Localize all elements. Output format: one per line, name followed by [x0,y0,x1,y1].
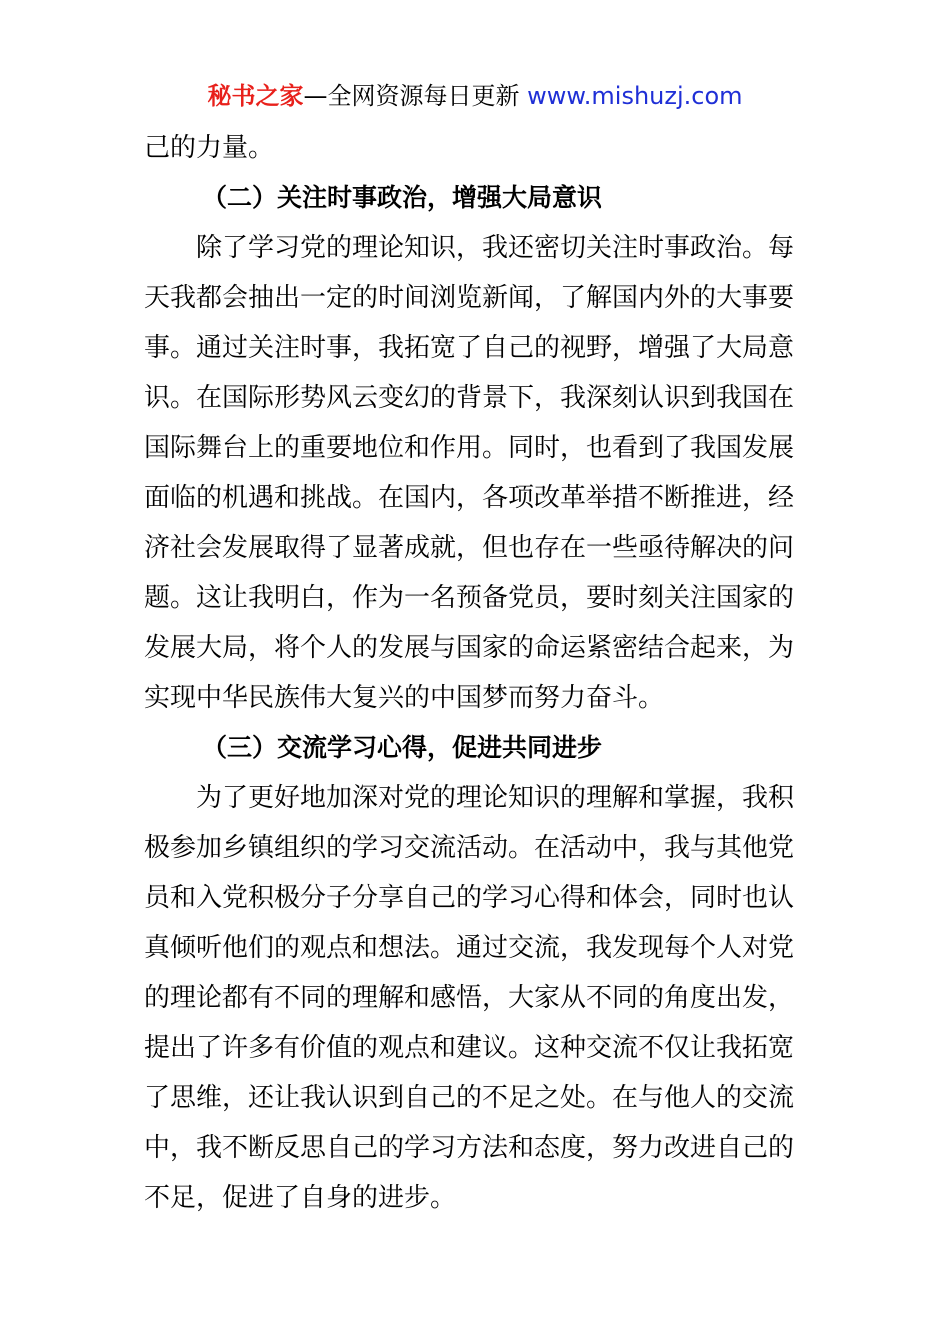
section-heading-2: （二）关注时事政治，增强大局意识 [202,183,603,212]
paragraph-line: 极参加乡镇组织的学习交流活动。在活动中，我与其他党 [144,833,795,863]
brand-name: 秘书之家 [207,82,304,110]
paragraph-line: 题。这让我明白，作为一名预备党员，要时刻关注国家的 [144,583,795,613]
paragraph-line: 识。在国际形势风云变幻的背景下，我深刻认识到我国在 [144,383,795,413]
paragraph-line: 中，我不断反思自己的学习方法和态度，努力改进自己的 [144,1133,795,1163]
page-header [0,80,950,112]
paragraph-line: 了思维，还让我认识到自己的不足之处。在与他人的交流 [144,1083,795,1113]
continuation-line: 己的力量。 [144,133,275,163]
document-body [144,123,806,1223]
paragraph-line: 天我都会抽出一定的时间浏览新闻，了解国内外的大事要 [144,283,795,313]
section-3-paragraph [144,773,806,1223]
paragraph-line: 济社会发展取得了显著成就，但也存在一些亟待解决的问 [144,533,795,563]
paragraph-line: 提出了许多有价值的观点和建议。这种交流不仅让我拓宽 [144,1033,795,1063]
paragraph-line: 国际舞台上的重要地位和作用。同时，也看到了我国发展 [144,433,795,463]
paragraph-line: 真倾听他们的观点和想法。通过交流，我发现每个人对党 [144,933,795,963]
paragraph-line: 的理论都有不同的理解和感悟，大家从不同的角度出发， [144,983,795,1013]
paragraph-line: 实现中华民族伟大复兴的中国梦而努力奋斗。 [144,683,665,713]
paragraph-line: 员和入党积极分子分享自己的学习心得和体会，同时也认 [144,883,795,913]
paragraph-line: 为了更好地加深对党的理论知识的理解和掌握，我积 [196,783,795,813]
site-url: www.mishuzj.com [527,82,743,110]
section-heading-3: （三）交流学习心得，促进共同进步 [202,733,603,762]
paragraph-line: 事。通过关注时事，我拓宽了自己的视野，增强了大局意 [144,333,795,363]
paragraph-line: 不足，促进了自身的进步。 [144,1183,457,1213]
header-tagline: —全网资源每日更新 [303,82,520,110]
paragraph-line: 面临的机遇和挑战。在国内，各项改革举措不断推进，经 [144,483,795,513]
paragraph-line: 除了学习党的理论知识，我还密切关注时事政治。每 [196,233,795,263]
paragraph-line: 发展大局，将个人的发展与国家的命运紧密结合起来，为 [144,633,795,663]
section-2-paragraph [144,223,806,723]
